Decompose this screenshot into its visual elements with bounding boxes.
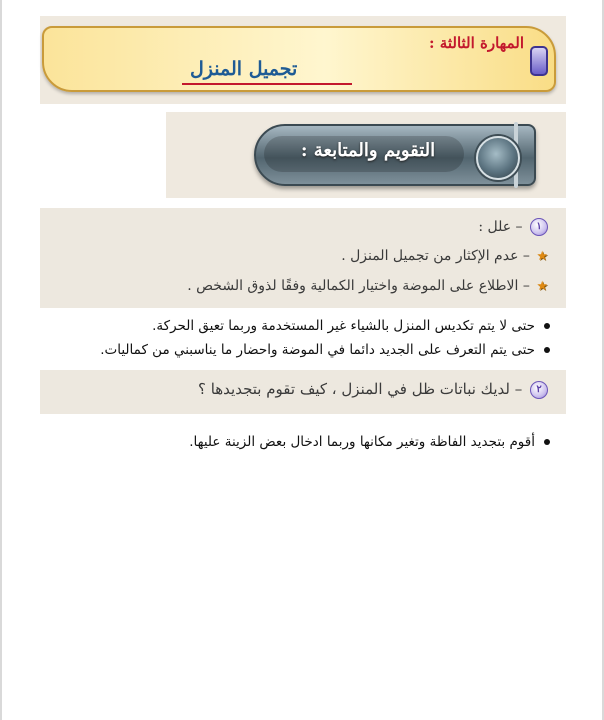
ring-icon [476, 136, 520, 180]
answer-1-1-text: حتى لا يتم تكديس المنزل بالشياء غير المستخدمة وربما تعيق الحركة. [152, 318, 535, 334]
answer-2-1-text: أقوم بتجديد الفاظة وتغير مكانها وربما ادخال بعض الزينة عليها. [189, 434, 535, 450]
skill-title: تجميل المنزل [190, 58, 298, 80]
skill-banner [42, 26, 556, 92]
question-1-item-2 [187, 278, 548, 294]
number-badge-icon: ١ [530, 218, 548, 236]
answer-1-2 [100, 342, 550, 358]
answer-1-2-text: حتى يتم التعرف على الجديد دائما في الموضة واحضار ما يناسبني من كماليات. [100, 342, 535, 358]
question-2-box [40, 370, 566, 414]
question-2-prompt-text: – لديك نباتات ظل في المنزل ، كيف تقوم بتجديدها ؟ [197, 380, 523, 398]
answer-1-1 [152, 318, 550, 334]
question-1-prompt-text: – علل : [478, 219, 523, 235]
evaluation-badge [254, 124, 536, 186]
number-badge-icon: ٢ [530, 381, 548, 399]
title-underline [182, 83, 352, 85]
star-icon: ★ [536, 279, 548, 294]
phone-icon [530, 46, 548, 76]
answer-2-1 [189, 434, 550, 450]
question-2-prompt [198, 380, 548, 399]
question-1-box [40, 208, 566, 308]
question-1-item-1 [341, 248, 548, 264]
question-1-item-2-text: – الاطلاع على الموضة واختيار الكمالية وفقًا لذوق الشخص . [187, 278, 530, 294]
bullet-icon [544, 347, 550, 353]
question-1-item-1-text: – عدم الإكثار من تجميل المنزل . [341, 248, 530, 264]
question-1-prompt [478, 218, 548, 236]
bullet-icon [544, 439, 550, 445]
bullet-icon [544, 323, 550, 329]
evaluation-title: التقويم والمتابعة : [300, 140, 436, 161]
skill-label: المهارة الثالثة : [429, 34, 524, 52]
star-icon: ★ [536, 249, 548, 264]
